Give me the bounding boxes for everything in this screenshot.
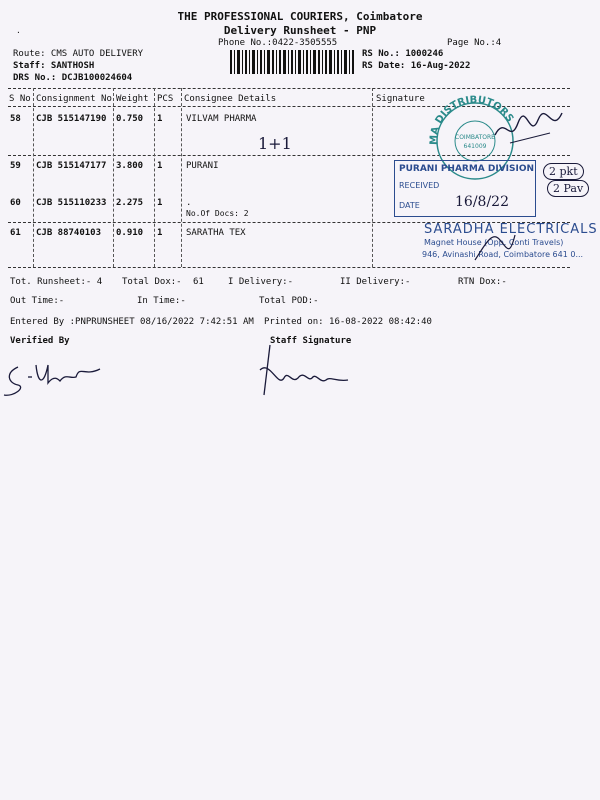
corner-dot: · bbox=[16, 28, 21, 37]
document-title: Delivery Runsheet - PNP bbox=[223, 24, 377, 37]
barcode bbox=[230, 50, 355, 74]
row-note: No.Of Docs: 2 bbox=[186, 209, 249, 218]
row-consignment: CJB 515147190 bbox=[36, 114, 107, 124]
out-time: Out Time:- bbox=[10, 296, 65, 306]
purani-date-label: DATE bbox=[399, 201, 420, 210]
row-consignment: CJB 88740103 bbox=[36, 228, 102, 238]
staff-signature bbox=[250, 340, 360, 400]
row-consignee: . bbox=[186, 198, 192, 208]
row-consignee: PURANI bbox=[186, 161, 219, 171]
saradha-stamp-address-2: 946, Avinashi Road, Coimbatore 641 0... bbox=[422, 250, 584, 259]
svg-text:COIMBATORE: COIMBATORE bbox=[455, 134, 495, 141]
col-divider bbox=[372, 88, 373, 267]
total-dox-value: 61 bbox=[193, 277, 204, 287]
handwritten-qty: 2 Pav bbox=[547, 180, 589, 197]
row-consignee: SARATHA TEX bbox=[186, 228, 246, 238]
entered-by: Entered By :PNPRUNSHEET 08/16/2022 7:42:51 AM bbox=[10, 317, 254, 327]
total-dox-label: Total Dox:- bbox=[122, 277, 182, 287]
row-consignment: CJB 515147177 bbox=[36, 161, 107, 171]
handwritten-qty: 2 pkt bbox=[543, 163, 584, 180]
saradha-signature bbox=[470, 225, 520, 265]
company-title: THE PROFESSIONAL COURIERS, Coimbatore bbox=[177, 10, 423, 23]
col-header-consignee: Consignee Details bbox=[184, 94, 277, 104]
ii-delivery: II Delivery:- bbox=[340, 277, 411, 287]
purani-received-label: RECEIVED bbox=[399, 181, 440, 190]
row-sno: 59 bbox=[10, 161, 21, 171]
table-top-rule bbox=[8, 88, 570, 89]
rs-date: RS Date: 16-Aug-2022 bbox=[362, 61, 471, 71]
handwritten-note: 1+1 bbox=[258, 134, 292, 153]
staff: Staff: SANTHOSH bbox=[13, 61, 95, 71]
row-consignment: CJB 515110233 bbox=[36, 198, 107, 208]
row-pcs: 1 bbox=[157, 114, 163, 124]
purani-stamp bbox=[394, 160, 536, 217]
row-weight: 3.800 bbox=[116, 161, 144, 171]
verified-by-label: Verified By bbox=[10, 336, 70, 346]
row-consignee: VILVAM PHARMA bbox=[186, 114, 257, 124]
route: Route: CMS AUTO DELIVERY bbox=[13, 49, 144, 59]
svg-text:MA DISTRIBUTORS: MA DISTRIBUTORS bbox=[428, 95, 516, 146]
consignee-signature bbox=[490, 105, 570, 150]
col-divider bbox=[181, 88, 182, 267]
row-weight: 2.275 bbox=[116, 198, 144, 208]
row-pcs: 1 bbox=[157, 198, 163, 208]
col-divider bbox=[33, 88, 34, 267]
rs-number: RS No.: 1000246 bbox=[362, 49, 444, 59]
col-header-consignment: Consignment No bbox=[36, 94, 112, 104]
row-pcs: 1 bbox=[157, 228, 163, 238]
phone-number: Phone No.:0422-3505555 bbox=[218, 38, 338, 48]
row-sno: 61 bbox=[10, 228, 21, 238]
saradha-stamp-name: SARADHA ELECTRICALS bbox=[424, 222, 598, 237]
saradha-stamp-address-1: Magnet House (Opp. Conti Travels) bbox=[424, 238, 564, 247]
row-pcs: 1 bbox=[157, 161, 163, 171]
col-header-weight: Weight bbox=[116, 94, 149, 104]
printed-on: Printed on: 16-08-2022 08:42:40 bbox=[264, 317, 432, 327]
row-sno: 58 bbox=[10, 114, 21, 124]
table-bottom-rule bbox=[8, 267, 570, 268]
staff-signature-label: Staff Signature bbox=[270, 336, 352, 346]
i-delivery: I Delivery:- bbox=[228, 277, 294, 287]
svg-text:641009: 641009 bbox=[463, 143, 487, 150]
page-number: Page No.:4 bbox=[447, 38, 502, 48]
total-pod: Total POD:- bbox=[259, 296, 319, 306]
col-divider bbox=[154, 88, 155, 267]
purani-date-value: 16/8/22 bbox=[455, 194, 509, 210]
purani-stamp-title: PURANI PHARMA DIVISION bbox=[399, 164, 535, 174]
col-header-sno: S No bbox=[9, 94, 31, 104]
row-weight: 0.750 bbox=[116, 114, 144, 124]
col-header-signature: Signature bbox=[376, 94, 425, 104]
row-sno: 60 bbox=[10, 198, 21, 208]
rtn-dox: RTN Dox:- bbox=[458, 277, 507, 287]
in-time: In Time:- bbox=[137, 296, 186, 306]
col-divider bbox=[113, 88, 114, 267]
row-weight: 0.910 bbox=[116, 228, 144, 238]
drs-number: DRS No.: DCJB100024604 bbox=[13, 73, 133, 83]
verified-signature bbox=[0, 355, 110, 405]
total-runsheet: Tot. Runsheet:- 4 bbox=[10, 277, 103, 287]
col-header-pcs: PCS bbox=[157, 94, 174, 104]
